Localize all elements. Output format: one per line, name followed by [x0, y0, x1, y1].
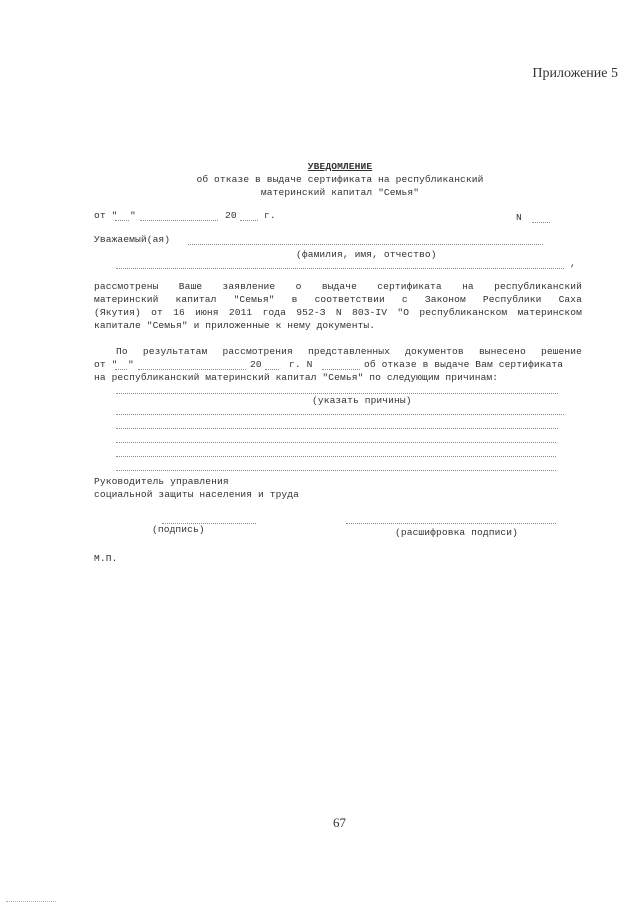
- name-caption: (фамилия, имя, отчество): [296, 249, 437, 260]
- number-blank: [532, 222, 550, 223]
- addressee-label: Уважаемый(ая): [94, 234, 171, 245]
- number-sign: N: [516, 212, 522, 223]
- decision-date-prefix: от ": [94, 359, 118, 370]
- document-subtitle-line-1: об отказе в выдаче сертификата на республиканский: [196, 174, 484, 185]
- head-title-line-1: Руководитель управления: [94, 476, 229, 487]
- decision-date-quote: ": [128, 359, 134, 370]
- body-paragraph-2-line-3: на республиканский материнский капитал "Семья" по следующим причинам:: [94, 372, 499, 383]
- decision-month-blank: [138, 369, 246, 370]
- addressee-comma: ,: [570, 258, 576, 269]
- decision-day-blank: [115, 369, 127, 370]
- addressee-name-blank-2: [116, 268, 564, 269]
- body-paragraph-1-line-3: (Якутия) от 16 июня 2011 года 952-З N 803-IV "О республиканском материнском: [94, 307, 582, 318]
- date-year-prefix: 20: [225, 210, 237, 221]
- reasons-blank-4: [116, 442, 556, 443]
- scan-artifact-line: [6, 901, 56, 902]
- decision-number-label: г. N: [289, 359, 313, 370]
- signature-decoding-caption: (расшифровка подписи): [395, 527, 519, 538]
- addressee-name-blank: [188, 244, 543, 245]
- date-year-blank: [240, 220, 258, 221]
- date-quote-close: ": [130, 210, 136, 221]
- reasons-blank-6: [116, 470, 556, 471]
- body-paragraph-1-line-4: капитале "Семья" и приложенные к нему документы.: [94, 320, 376, 331]
- body-paragraph-2-line-1: По результатам рассмотрения представленных документов вынесено решение: [116, 346, 582, 357]
- document-subtitle-line-2: материнский капитал "Семья": [260, 187, 420, 198]
- reasons-blank-3: [116, 428, 558, 429]
- signature-decoding-blank: [346, 523, 556, 524]
- body-paragraph-1-line-1: рассмотрены Ваше заявление о выдаче сертификата на республиканский: [94, 281, 582, 292]
- date-month-blank: [140, 220, 218, 221]
- appendix-label: Приложение 5: [532, 66, 618, 81]
- head-title-line-2: социальной защиты населения и труда: [94, 489, 300, 500]
- decision-year-prefix: 20: [250, 359, 262, 370]
- date-suffix: г.: [264, 210, 276, 221]
- reasons-caption: (указать причины): [312, 395, 412, 406]
- date-prefix: от ": [94, 210, 118, 221]
- decision-number-blank: [322, 369, 360, 370]
- decision-year-blank: [265, 369, 279, 370]
- reasons-blank-1: [116, 393, 558, 394]
- document-title: УВЕДОМЛЕНИЕ: [307, 161, 373, 172]
- signature-caption: (подпись): [152, 524, 205, 535]
- reasons-blank-2: [116, 414, 564, 415]
- decision-refusal-text: об отказе в выдаче Вам сертификата: [364, 359, 564, 370]
- page-number: 67: [333, 815, 346, 830]
- body-paragraph-1-line-2: материнский капитал "Семья" в соответствии с Законом Республики Саха: [94, 294, 582, 305]
- date-day-blank: [115, 220, 129, 221]
- seal-mark: М.П.: [94, 553, 118, 564]
- reasons-blank-5: [116, 456, 556, 457]
